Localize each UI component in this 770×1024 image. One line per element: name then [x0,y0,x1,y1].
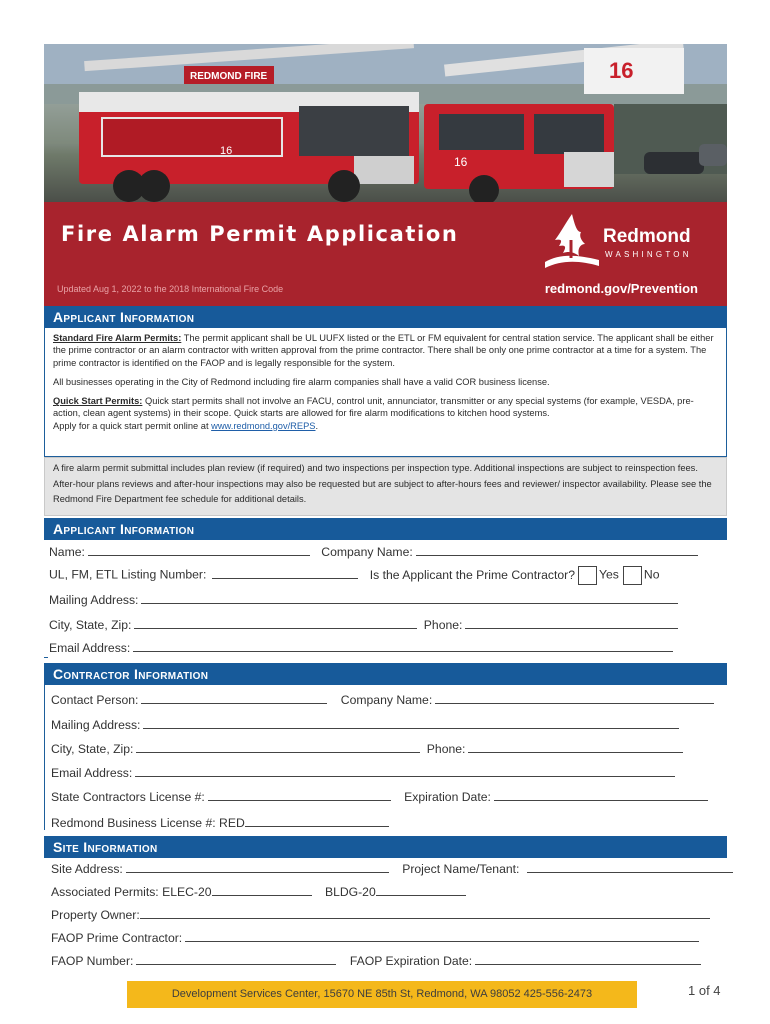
quick-start-paragraph [53,395,718,432]
applicant-city-field[interactable] [134,617,417,629]
site-address-label: Site Address: [51,862,123,876]
business-license-row [51,815,389,830]
truck-number-2: 16 [609,58,634,83]
applicant-phone-label: Phone: [423,618,463,632]
listing-number-field[interactable] [212,567,358,579]
truck-number-3: 16 [454,155,468,169]
truck-sign-text: REDMOND FIRE [190,71,268,82]
contractor-city-field[interactable] [136,741,420,753]
contractor-email-label: Email Address: [51,766,133,780]
site-address-field[interactable] [126,861,389,873]
applicant-email-field[interactable] [133,640,673,652]
contractor-license-row [51,789,708,804]
section-header-applicant: Applicant Information [44,518,727,540]
tree-emblem-icon [541,210,603,272]
applicant-phone-field[interactable] [465,617,678,629]
state-license-label: State Contractors License #: [51,790,205,804]
page-number: 1 of 4 [688,983,721,998]
hero-photo [44,44,727,202]
applicant-city-row [49,617,678,632]
contractor-phone-label: Phone: [426,742,466,756]
reps-link[interactable]: www.redmond.gov/REPS [211,420,316,431]
footer-address-bar: Development Services Center, 15670 NE 85th St, Redmond, WA 98052 425-556-2473 [127,981,637,1008]
redmond-logo [541,210,701,272]
business-license-paragraph: All businesses operating in the City of Redmond including fire alarm companies shall have a valid COR business license. [53,376,550,387]
applicant-email-label: Email Address: [49,641,131,655]
property-owner-row [51,907,710,922]
contractor-left-border [44,685,45,830]
expiration-date-label: Expiration Date: [404,790,491,804]
standard-permits-paragraph [53,332,718,369]
quick-start-text: Quick start permits shall not involve an FACU, control unit, annunciator, transmitter or any special systems (for example, VESDA, pre-action, clean agent systems) in their scope. Quick starts are allowed for fire alarm modifications to kitchen hood systems. [53,396,694,419]
faop-prime-label: FAOP Prime Contractor: [51,931,183,945]
property-owner-field[interactable] [140,907,710,919]
truck-number-1: 16 [220,145,233,157]
bldg-permit-field[interactable] [376,884,466,896]
apply-end: . [315,420,319,431]
business-license-label: Redmond Business License #: RED [51,816,245,830]
contractor-company-label: Company Name: [340,693,433,707]
applicant-name-label: Name: [49,545,85,559]
contractor-mailing-row [51,717,679,732]
fire-trucks-illustration [44,44,727,202]
prime-no-checkbox[interactable] [623,566,642,585]
applicant-city-label: City, State, Zip: [49,618,132,632]
applicant-mailing-row [49,592,678,607]
applicant-name-row [49,544,698,559]
faop-prime-row [51,930,699,945]
logo-subtitle: WASHINGTON [605,250,692,259]
faop-expiration-field[interactable] [475,953,701,965]
prevention-link[interactable]: redmond.gov/Prevention [544,281,698,296]
section-header-applicant-intro: Applicant Information [44,306,727,328]
contractor-city-row [51,741,683,756]
applicant-company-field[interactable] [416,544,698,556]
divider [44,657,48,658]
prime-contractor-question: Is the Applicant the Prime Contractor? [369,567,576,582]
title-banner [44,202,727,306]
contractor-mailing-field[interactable] [143,717,679,729]
contractor-mailing-label: Mailing Address: [51,718,141,732]
applicant-company-label: Company Name: [321,545,413,559]
applicant-name-field[interactable] [88,544,310,556]
contact-person-label: Contact Person: [51,693,139,707]
section-header-contractor: Contractor Information [44,663,727,685]
contractor-phone-field[interactable] [468,741,683,753]
state-license-field[interactable] [208,789,391,801]
business-license-field[interactable] [245,815,389,827]
page-title: Fire Alarm Permit Application [61,222,459,246]
logo-wordmark: Redmond [603,226,691,247]
standard-permits-text: The permit applicant shall be UL UUFX listed or the ETL or FM equivalent for central station service. The applicant shall be either the prime contractor or an alarm contractor with written approval from the prime contractor. There shall be only one prime contractor at a time for a system. The prime contractor is identified on the FAOP and is legally responsible for the system. [53,333,714,368]
property-owner-label: Property Owner: [51,908,140,922]
faop-number-label: FAOP Number: [51,954,134,968]
contractor-email-row [51,765,675,780]
project-name-label: Project Name/Tenant: [402,862,520,876]
site-address-row [51,861,733,876]
elec-permit-label: Associated Permits: ELEC-20 [51,885,212,899]
prime-yes-label: Yes [599,567,619,582]
listing-number-label: UL, FM, ETL Listing Number: [49,567,207,582]
elec-permit-field[interactable] [212,884,312,896]
bldg-permit-label: BLDG-20 [324,885,376,899]
updated-note: Updated Aug 1, 2022 to the 2018 International Fire Code [57,284,284,294]
intro-box [44,328,727,457]
faop-expiration-label: FAOP Expiration Date: [349,954,473,968]
contractor-company-field[interactable] [435,692,714,704]
associated-permits-row [51,884,466,899]
contact-person-field[interactable] [141,692,327,704]
applicant-listing-row [49,566,660,585]
fee-note-box: A fire alarm permit submittal includes plan review (if required) and two inspections per inspection type. Additional inspections are subject to reinspection fees. After-hour plans reviews and after-hour inspections may also be requested but are subject to after-hours fees and reviewer/ inspector availability. Please see the Redmond Fire Department fee schedule for additional details. [44,457,727,516]
standard-permits-label: Standard Fire Alarm Permits: [53,333,182,343]
prime-no-label: No [643,567,660,582]
applicant-mailing-field[interactable] [141,592,678,604]
faop-prime-field[interactable] [185,930,699,942]
contractor-city-label: City, State, Zip: [51,742,134,756]
contractor-email-field[interactable] [135,765,675,777]
project-name-field[interactable] [527,861,733,873]
faop-number-row [51,953,701,968]
expiration-date-field[interactable] [494,789,708,801]
contractor-contact-row [51,692,714,707]
quick-start-label: Quick Start Permits: [53,396,143,407]
applicant-mailing-label: Mailing Address: [49,593,139,607]
prime-yes-checkbox[interactable] [578,566,597,585]
apply-text: Apply for a quick start permit online at [53,420,212,431]
faop-number-field[interactable] [136,953,336,965]
section-header-site: Site Information [44,836,727,858]
applicant-email-row [49,640,673,655]
